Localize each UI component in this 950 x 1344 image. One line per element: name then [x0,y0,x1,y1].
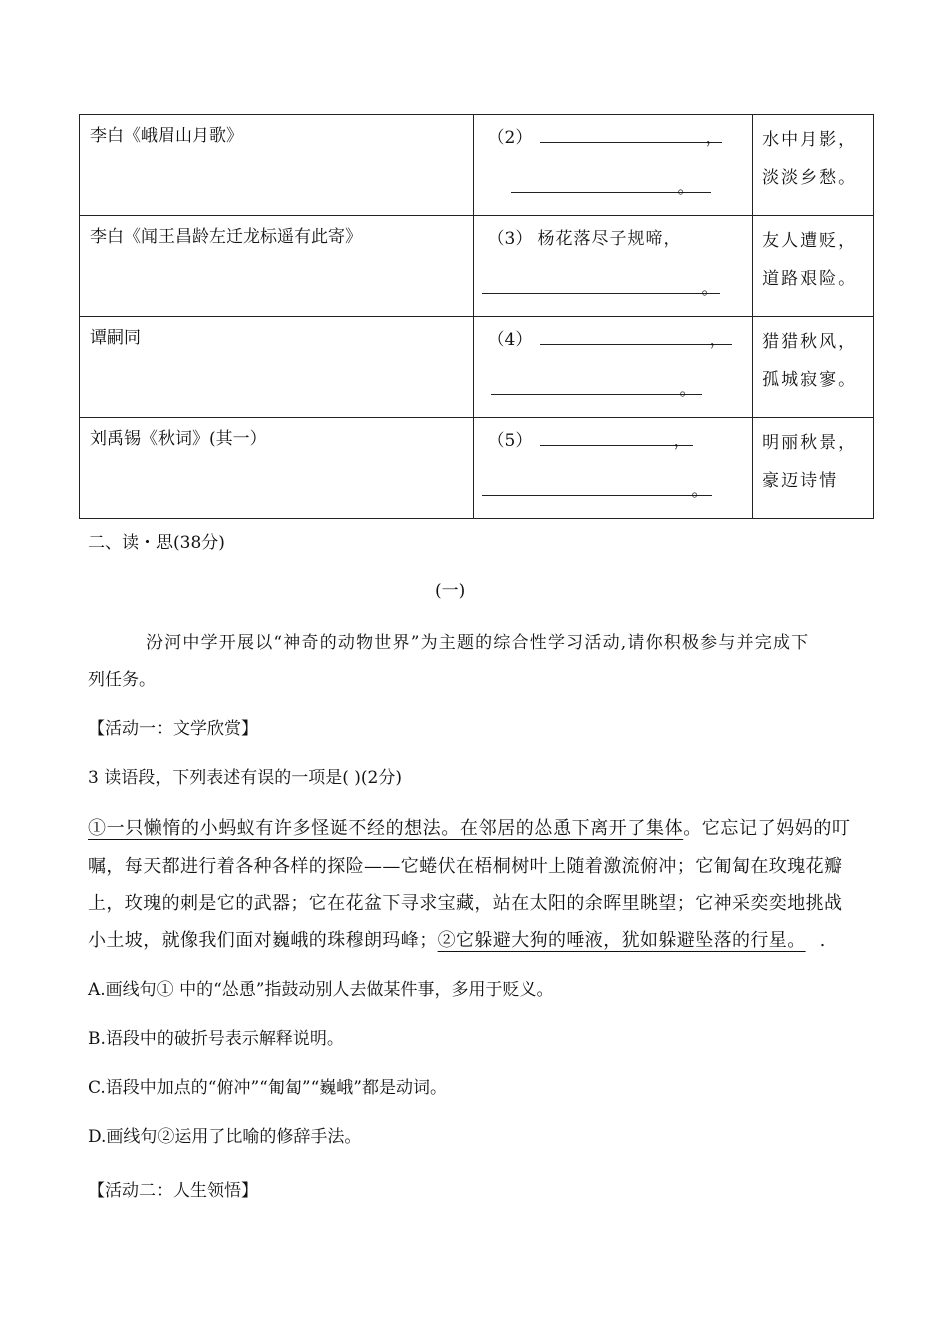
option-c: C.语段中加点的“俯冲”“匍匐”“巍峨”都是动词。 [88,1078,447,1098]
theme-text: 水中月影， 淡淡乡愁。 [762,130,858,188]
section-title: 二、读・思(38分) [88,533,225,553]
given-line: 杨花落尽子规啼， [537,229,682,249]
underlined-sentence-2: ②它躲避大狗的唾液，犹如躲避坠落的行星。 [437,930,806,951]
period: 。 [677,178,695,198]
table-row [80,115,874,216]
answer-blank[interactable] [540,142,722,143]
question-three: 3 读语段，下列表述有误的一项是( )(2分) [88,768,402,788]
poem-author: 李白《闻王昌龄左迁龙标遥有此寄》 [90,227,362,247]
passage-line-1: ①一只懒惰的小蚂蚁有许多怪诞不经的想法。在邻居的怂恿下离开了集体。它忘记了妈妈的叮 [88,818,851,839]
answer-blank[interactable] [482,293,720,294]
comma: ， [709,330,727,350]
activity-one-heading: 【活动一：文学欣赏】 [88,719,258,739]
question-number: （2） [487,128,533,148]
question-number: （5） [487,431,533,451]
question-number: （3） [487,229,533,249]
answer-blank[interactable] [482,495,712,496]
option-b: B.语段中的破折号表示解释说明。 [88,1029,344,1049]
poem-author: 谭嗣同 [90,328,141,348]
question-number: （4） [487,330,533,350]
comma: ， [673,431,691,451]
theme-text: 猎猎秋风， 孤城寂寥。 [762,332,858,390]
option-d: D.画线句②运用了比喻的修辞手法。 [88,1127,362,1147]
theme-text: 友人遭贬， 道路艰险。 [762,231,858,289]
period: 。 [679,380,697,400]
activity-two-heading: 【活动二：人生领悟】 [88,1181,258,1201]
comma: ， [705,128,723,148]
table-row [80,418,874,519]
theme-text: 明丽秋景， 豪迈诗情 [762,433,858,491]
answer-blank[interactable] [540,445,693,446]
period: 。 [691,481,709,501]
intro-paragraph: 汾河中学开展以“神奇的动物世界”为主题的综合性学习活动,请你积极参与并完成下 [146,633,810,653]
poem-author: 李白《峨眉山月歌》 [90,126,243,146]
option-a: A.画线句① 中的“怂恿”指鼓动别人去做某件事，多用于贬义。 [88,980,554,1000]
period: 。 [701,279,719,299]
table-row [80,317,874,418]
passage-line-4: 小土坡，就像我们面对巍峨的珠穆朗玛峰；②它躲避大狗的唾液，犹如躲避坠落的行星。 . [88,930,826,951]
answer-blank[interactable] [491,394,702,395]
poetry-fill-table [79,114,874,519]
intro-paragraph-cont: 列任务。 [88,670,156,690]
table-row [80,216,874,317]
underlined-sentence-1: ①一只懒惰的小蚂蚁有许多怪诞不经的想法。在邻居的怂恿下离开了集体 [88,818,684,839]
sub-title: (一) [435,581,466,601]
passage-line-2: 嘱，每天都进行着各种各样的探险——它蜷伏在梧桐树叶上随着激流俯冲；它匍匐在玫瑰花瓣 [88,856,843,877]
answer-blank[interactable] [540,344,732,345]
poem-author: 刘禹锡《秋词》(其一） [90,429,267,449]
passage-line-3: 上，玫瑰的刺是它的武器；它在花盆下寻求宝藏，站在太阳的余晖里眺望；它神采奕奕地挑战 [88,893,843,914]
